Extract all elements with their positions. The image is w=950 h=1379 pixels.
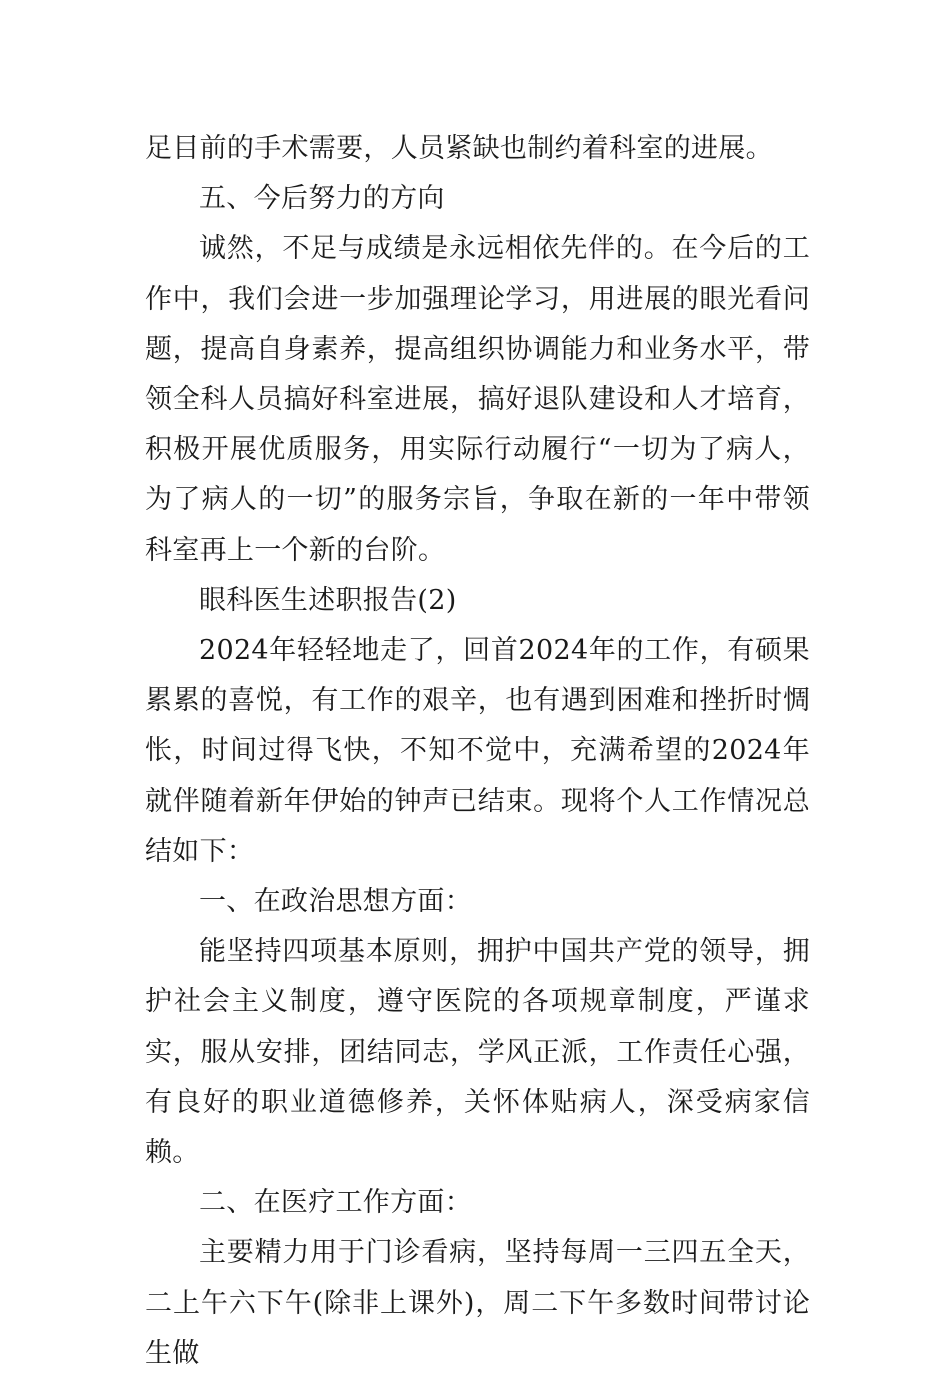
paragraph-continuation: 足目前的手术需要，人员紧缺也制约着科室的进展。 [145, 133, 773, 164]
report-title: 眼科医生述职报告(2) [199, 584, 457, 616]
paragraph-political: 能坚持四项基本原则，拥护中国共产党的领导，拥护社会主义制度，遵守医院的各项规章制度，严谨求实，服从安排，团结同志，学风正派，工作责任心强，有良好的职业道德修养，关怀体贴病人，深受病家信赖。 [145, 936, 810, 1169]
section-heading-political: 一、在政治思想方面： [199, 886, 472, 918]
document-body [145, 124, 810, 1379]
section-heading-future-direction: 五、今后努力的方向 [199, 183, 445, 215]
paragraph-future-direction: 诚然，不足与成绩是永远相依先伴的。在今后的工作中，我们会进一步加强理论学习，用进展的眼光看问题，提高自身素养，提高组织协调能力和业务水平，带领全科人员搞好科室进展，搞好退队建设和人才培育，积极开展优质服务，用实际行动履行“一切为了病人，为了病人的一切”的服务宗旨，争取在新的一年中带领科室再上一个新的台阶。 [145, 233, 810, 566]
paragraph-medical: 主要精力用于门诊看病，坚持每周一三四五全天，二上午六下午(除非上课外)，周二下午多数时间带讨论生做 [145, 1237, 810, 1369]
paragraph-introduction: 2024年轻轻地走了，回首2024年的工作，有硕果累累的喜悦，有工作的艰辛，也有遇到困难和挫折时惆怅，时间过得飞快，不知不觉中，充满希望的2024年就伴随着新年伊始的钟声已结束。现将个人工作情况总结如下： [145, 635, 810, 867]
section-heading-medical: 二、在医疗工作方面： [199, 1187, 472, 1219]
